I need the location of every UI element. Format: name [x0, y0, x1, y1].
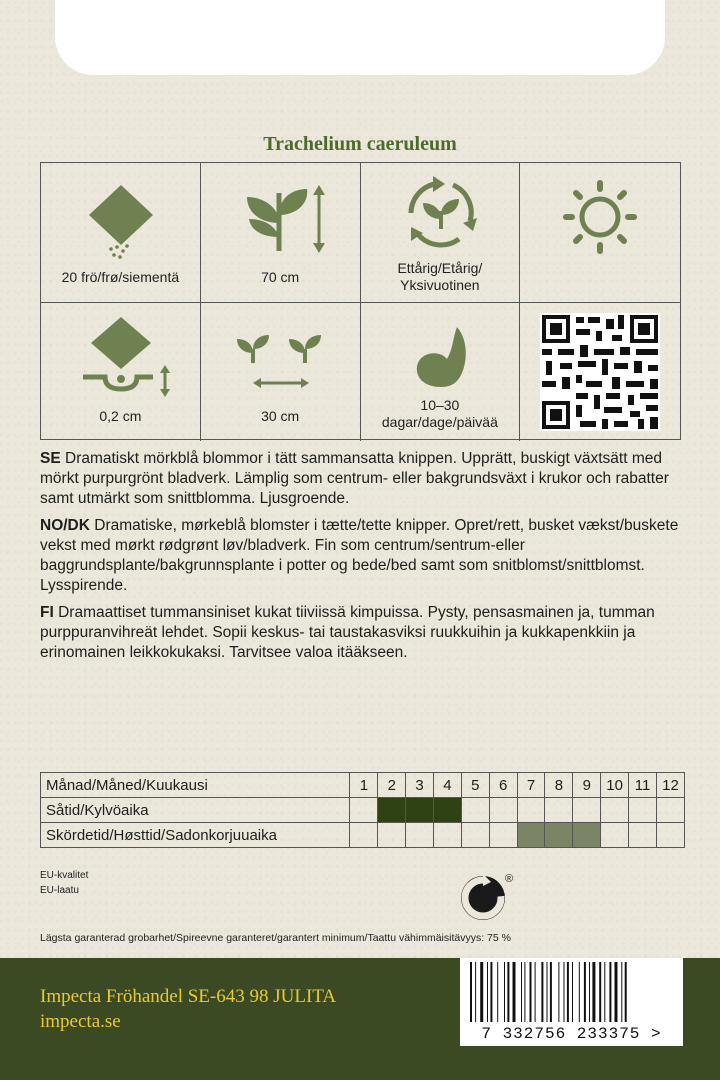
qr-code-icon[interactable] — [520, 303, 680, 441]
month-cell — [406, 823, 434, 848]
plant-spacing-cell — [201, 303, 361, 441]
barcode-digits: 7 332756 233375 > — [481, 1025, 662, 1043]
barcode-bar — [584, 962, 586, 1022]
germination-guarantee: Lägsta garanterad grobarhet/Spireevne garanteret/garantert minimum/Taattu vähimmäisitävyys: 75 % — [40, 932, 511, 944]
eu-quality-se: EU-kvalitet — [40, 870, 89, 881]
month-cell — [378, 823, 406, 848]
green-dot-recycling-icon — [457, 868, 521, 924]
sowing-time-label-row — [41, 798, 685, 823]
month-cell — [406, 798, 434, 823]
sowing-calendar — [40, 772, 685, 848]
germination-time-icon — [361, 303, 521, 403]
month-cell — [657, 823, 685, 848]
barcode-bar — [564, 962, 565, 1022]
info-icon-grid — [40, 162, 681, 440]
barcode-bar — [470, 962, 472, 1022]
month-cell — [573, 823, 601, 848]
month-header: 8 — [545, 773, 573, 798]
barcode-bar — [513, 962, 516, 1022]
lang-code-fi: FI — [40, 604, 54, 621]
month-header: 2 — [378, 773, 406, 798]
month-cell — [545, 798, 573, 823]
light-cell — [520, 163, 680, 303]
eu-quality — [40, 868, 88, 898]
barcode-bar — [589, 962, 590, 1022]
barcode-bar — [480, 962, 483, 1022]
barcode-bar — [567, 962, 569, 1022]
month-cell — [350, 823, 378, 848]
description-se — [40, 449, 685, 509]
month-header: 9 — [573, 773, 601, 798]
barcode-icon — [460, 958, 683, 1046]
month-cell — [350, 798, 378, 823]
month-header: 3 — [406, 773, 434, 798]
barcode-bar — [507, 962, 509, 1022]
text-fi: Dramaattiset tummansiniset kukat tiiviissä kimpuissa. Pysty, pensasmainen ja, tumman purppuranvihreät lehdet. Sopii keskus- tai taustakasviksi ruukkuihin ja kukkapenkkiin ja erinomainen leikkokukaksi. Tarvitsee valoa itääkseen. — [40, 604, 655, 661]
month-cell — [489, 798, 517, 823]
month-cell — [601, 823, 629, 848]
month-cell — [461, 823, 489, 848]
month-cell — [517, 798, 545, 823]
plant-height-icon — [201, 163, 361, 263]
month-cell — [629, 798, 657, 823]
month-cell — [461, 798, 489, 823]
annual-cycle-icon — [361, 163, 521, 263]
sun-icon — [520, 163, 680, 263]
month-cell — [434, 823, 462, 848]
month-header: 12 — [657, 773, 685, 798]
plant-spacing-label: 30 cm — [261, 408, 300, 424]
month-header: 1 — [350, 773, 378, 798]
barcode-bar — [625, 962, 627, 1022]
germination-label-2: dagar/dage/päivää — [381, 414, 498, 430]
registered-mark: ® — [505, 873, 514, 885]
seed-count-label: 20 frö/frø/siementä — [61, 269, 180, 285]
calendar-header-label: Månad/Måned/Kuukausi — [41, 773, 350, 798]
barcode-bar — [609, 962, 611, 1022]
calendar-header-label-row — [41, 773, 685, 798]
month-header: 11 — [629, 773, 657, 798]
sowing-depth-label: 0,2 cm — [99, 408, 142, 424]
sowing-time-label: Såtid/Kylvöaika — [41, 798, 350, 823]
lifecycle-label-2: Yksivuotinen — [400, 277, 480, 293]
barcode-bar — [490, 962, 492, 1022]
month-cell — [434, 798, 462, 823]
harvest-time-label: Skördetid/Høsttid/Sadonkorjuuaika — [41, 823, 350, 848]
height-label: 70 cm — [261, 269, 300, 285]
month-cell — [517, 823, 545, 848]
barcode-bar — [497, 962, 498, 1022]
month-cell — [545, 823, 573, 848]
month-cell — [657, 798, 685, 823]
month-cell — [378, 798, 406, 823]
month-header: 7 — [517, 773, 545, 798]
barcode-bar — [547, 962, 548, 1022]
month-cell — [629, 823, 657, 848]
barcode-bar — [599, 962, 601, 1022]
barcode-bar — [592, 962, 595, 1022]
barcode-bar — [615, 962, 618, 1022]
description-block — [40, 449, 685, 670]
germination-cell — [361, 303, 521, 441]
month-cell — [489, 823, 517, 848]
description-nodk — [40, 516, 685, 596]
barcode-bar — [621, 962, 622, 1022]
month-cell — [601, 798, 629, 823]
hanger-cutout — [55, 0, 665, 75]
lang-code-nodk: NO/DK — [40, 517, 90, 534]
barcode-bar — [604, 962, 605, 1022]
month-header: 5 — [461, 773, 489, 798]
barcode-bar — [572, 962, 573, 1022]
harvest-time-label-row — [41, 823, 685, 848]
barcode-bar — [535, 962, 536, 1022]
plant-spacing-icon — [201, 303, 361, 403]
month-header: 10 — [601, 773, 629, 798]
species-name: Trachelium caeruleum — [263, 133, 457, 155]
barcode-bar — [558, 962, 559, 1022]
lifecycle-cell — [361, 163, 521, 303]
barcode-bar — [530, 962, 532, 1022]
text-se: Dramatiskt mörkblå blommor i tätt sammansatta knippen. Upprätt, buskigt växtsätt med mörkt purpurgrönt bladverk. Lämplig som centrum- eller bakgrundsväxt i krukor och rabatter samt utmärkt som snittblomma. Ljusgroende. — [40, 450, 669, 507]
barcode-bar — [579, 962, 580, 1022]
qr-cell — [520, 303, 680, 441]
lifecycle-label-1: Ettårig/Etårig/ — [397, 260, 483, 276]
text-nodk: Dramatiske, mørkeblå blomster i tætte/tette knipper. Opret/rett, busket vækst/buskete vekst med mørkt rødgrønt løv/bladverk. Fin som centrum/sentrum-eller baggrundsplante/bakgrunnsplante i potter og bede/bed samt som snitblomst/snittblomst. Lysspirende. — [40, 517, 679, 594]
sowing-depth-cell — [41, 303, 201, 441]
barcode-bar — [504, 962, 505, 1022]
description-fi — [40, 603, 685, 663]
lang-code-se: SE — [40, 450, 61, 467]
barcode-bar — [487, 962, 488, 1022]
barcode-bar — [550, 962, 552, 1022]
month-header: 4 — [434, 773, 462, 798]
month-cell — [573, 798, 601, 823]
barcode-bar — [521, 962, 522, 1022]
barcode-bars — [460, 958, 683, 1024]
company-website[interactable]: impecta.se — [40, 1011, 121, 1032]
barcode-bar — [541, 962, 543, 1022]
germination-label-1: 10–30 — [420, 397, 460, 413]
month-header: 6 — [489, 773, 517, 798]
seed-count-cell — [41, 163, 201, 303]
barcode-bar — [475, 962, 476, 1022]
eu-quality-fi: EU-laatu — [40, 885, 79, 896]
sowing-depth-icon — [41, 303, 201, 403]
seed-packet-icon — [41, 163, 201, 263]
company-address: Impecta Fröhandel SE-643 98 JULITA — [40, 986, 337, 1007]
height-cell — [201, 163, 361, 303]
barcode-bar — [524, 962, 525, 1022]
